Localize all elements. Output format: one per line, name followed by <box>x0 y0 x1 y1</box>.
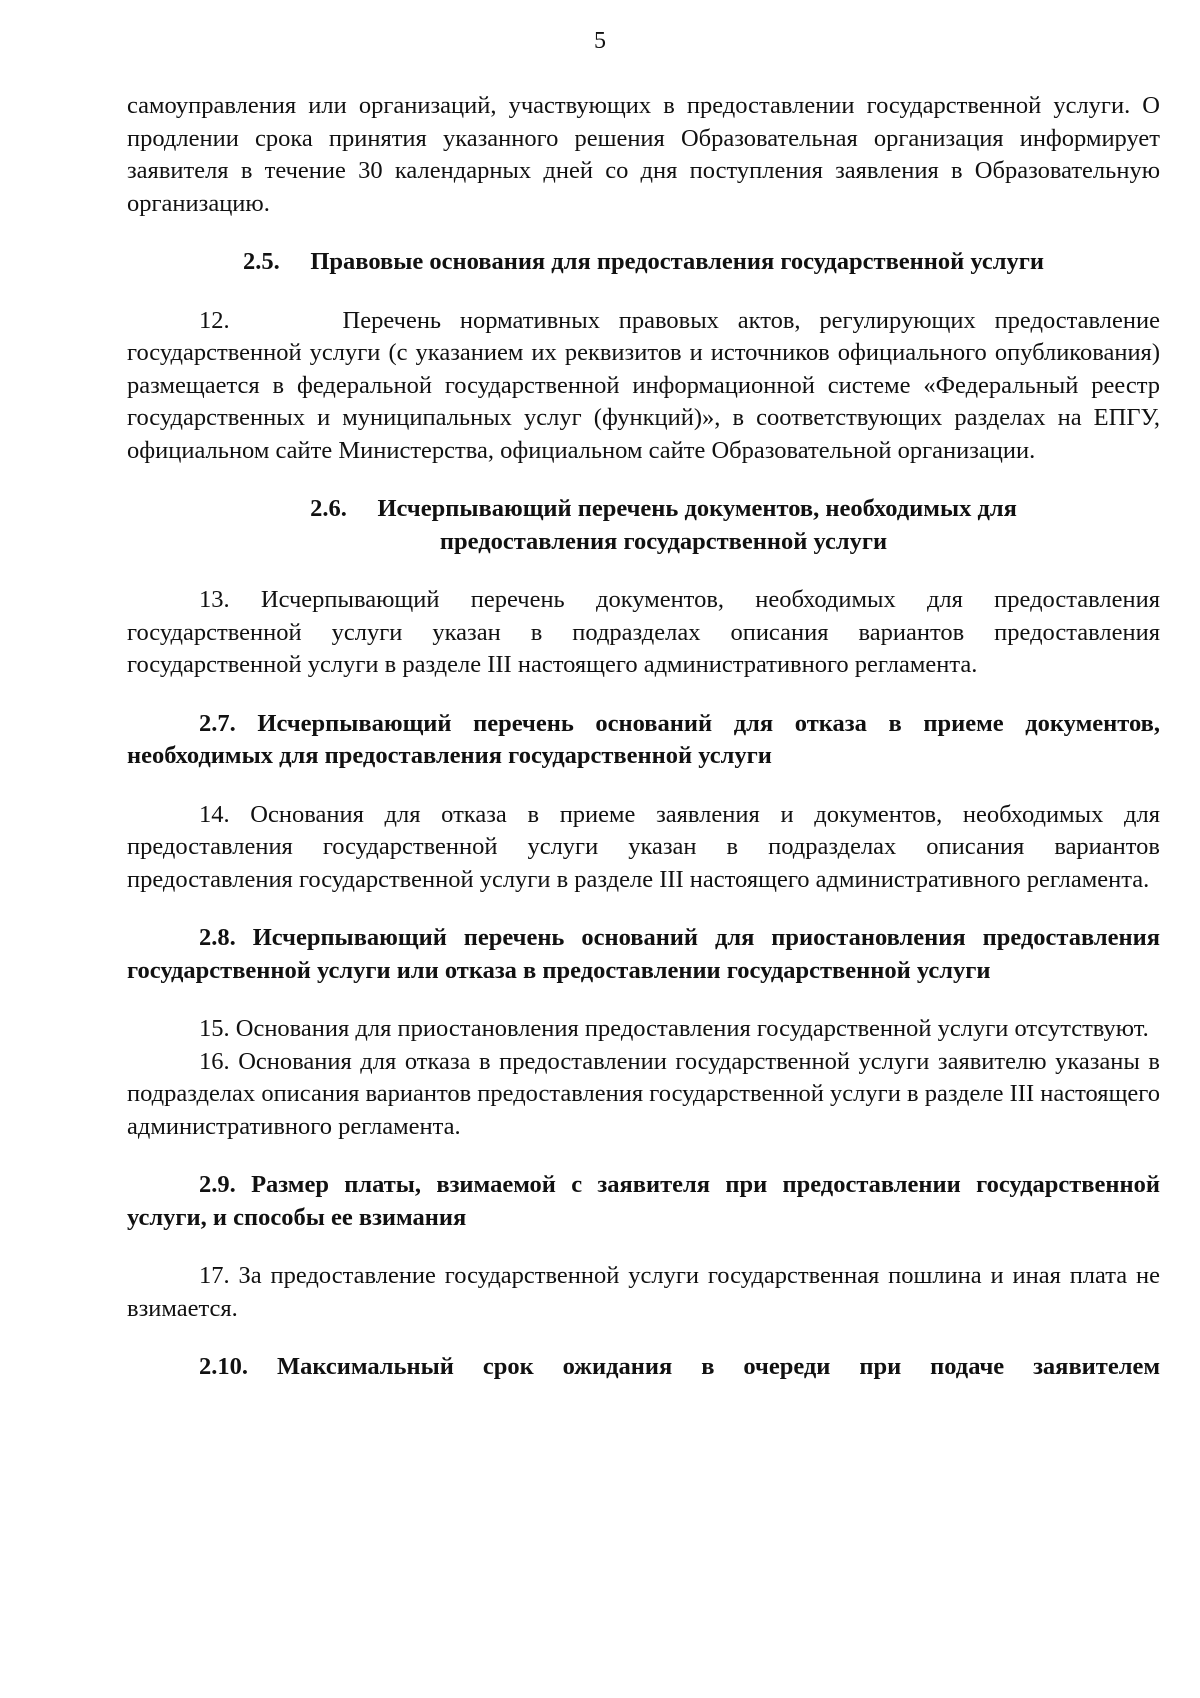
document-body <box>127 90 1160 1384</box>
heading-2-7-title: Исчерпывающий перечень оснований для отказа в приеме документов, необходимых для предоставления государственной услуги <box>127 709 1160 769</box>
heading-2-9-number: 2.9. <box>199 1171 236 1198</box>
heading-2-5-number: 2.5. <box>242 248 280 275</box>
heading-2-10-title: Максимальный срок ожидания в очереди при подаче заявителем <box>276 1353 1161 1380</box>
heading-2-5 <box>127 246 1160 279</box>
heading-2-7 <box>127 708 1160 773</box>
heading-2-5-title: Правовые основания для предоставления государственной услуги <box>310 248 1045 275</box>
heading-2-6-number: 2.6. <box>310 495 347 522</box>
heading-2-6 <box>127 493 1160 558</box>
heading-2-8-number: 2.8. <box>199 924 236 951</box>
paragraph-16: 16. Основания для отказа в предоставлении государственной услуги заявителю указаны в подразделах описания вариантов предоставления государственной услуги в разделе III настоящего административного регламента. <box>127 1047 1160 1140</box>
paragraph-14: 14. Основания для отказа в приеме заявления и документов, необходимых для предоставления государственной услуги указан в подразделах описания вариантов предоставления государственной услуги в разделе III настоящего административного регламента. <box>127 800 1160 893</box>
paragraph-intro: самоуправления или организаций, участвующих в предоставлении государственной услуги. О продлении срока принятия указанного решения Образовательная организация информирует заявителя в течение 30 календарных дней со дня поступления заявления в Образовательную организацию. <box>127 92 1160 217</box>
paragraph-15: 15. Основания для приостановления предоставления государственной услуги отсутствуют. <box>199 1015 1149 1042</box>
paragraph-12 <box>127 305 1160 468</box>
paragraph-13: 13. Исчерпывающий перечень документов, необходимых для предоставления государственной услуги указан в подразделах описания вариантов предоставления государственной услуги в разделе III настоящего административного регламента. <box>127 586 1160 678</box>
heading-2-8-title: Исчерпывающий перечень оснований для приостановления предоставления государственной услуги или отказа в предоставлении государственной услуги <box>127 924 1160 984</box>
paragraph-17: 17. За предоставление государственной услуги государственная пошлина и иная плата не взимается. <box>127 1262 1160 1322</box>
heading-2-9 <box>127 1169 1160 1234</box>
page-number: 5 <box>594 28 606 54</box>
paragraph-12-text: Перечень нормативных правовых актов, регулирующих предоставление государственной услуги (с указанием их реквизитов и источников официального опубликования) размещается в федеральной государственной информационной системе «Федеральный реестр государственных и муниципальных услуг (функций)», в соответствующих разделах на ЕПГУ, официальном сайте Министерства, официальном сайте Образовательной организации. <box>127 306 1160 464</box>
heading-2-9-title: Размер платы, взимаемой с заявителя при предоставлении государственной услуги, и способы ее взимания <box>127 1171 1160 1231</box>
heading-2-6-title: Исчерпывающий перечень документов, необходимых для предоставления государственной услуги <box>377 495 1017 555</box>
paragraph-12-number: 12. <box>199 306 230 334</box>
heading-2-10 <box>127 1351 1160 1384</box>
heading-2-7-number: 2.7. <box>199 709 236 737</box>
heading-2-8 <box>127 922 1160 987</box>
heading-2-10-number: 2.10. <box>199 1353 248 1380</box>
